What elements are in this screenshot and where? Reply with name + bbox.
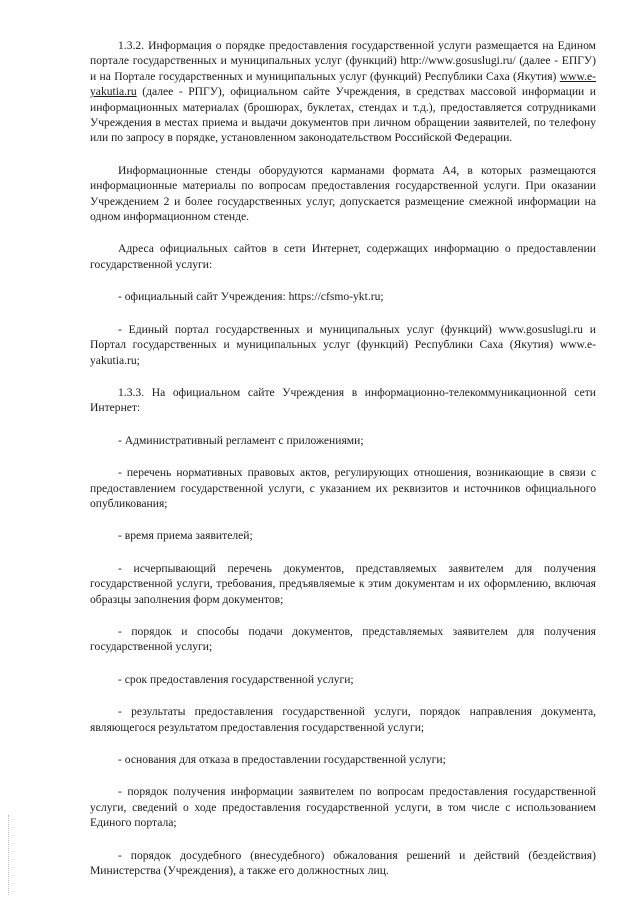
list-item-documents-list: - исчерпывающий перечень документов, представляемых заявителем для получения государственной услуги, требования, предъявляемые к этим документам и их оформлению, включая образцы заполнения форм документов; <box>90 561 596 606</box>
document-page <box>90 38 596 895</box>
list-item-appeal-procedure: - порядок досудебного (внесудебного) обжалования решений и действий (бездействия) Министерства (Учреждения), а также его должностных лиц. <box>90 848 596 878</box>
list-item-regulation: - Административный регламент с приложениями; <box>118 433 364 447</box>
e-yakutia-link[interactable]: www.e-yakutia.ru <box>90 69 596 99</box>
list-item-portals: - Единый портал государственных и муниципальных услуг (функций) www.gosuslugi.ru и Портал государственных и муниципальных услуг (функций) Республики Саха (Якутия) www.e-yakutia.ru; <box>90 322 596 367</box>
list-item-service-term: - срок предоставления государственной услуги; <box>118 672 354 686</box>
scan-artifact-mark <box>540 495 554 497</box>
list-item-legal-acts: - перечень нормативных правовых актов, регулирующих отношения, возникающие в связи с предоставлением государственной услуги, с указанием их реквизитов и источников официального опубликования; <box>90 466 596 510</box>
list-item-official-site: - официальный сайт Учреждения: https://cfsmo-ykt.ru; <box>118 290 384 304</box>
paragraph-1-3-3: 1.3.3. На официальном сайте Учреждения в информационно-телекоммуникационной сети Интернет: <box>90 385 596 415</box>
scan-artifact-dots <box>8 815 12 895</box>
list-item-refusal-grounds: - основания для отказа в предоставлении государственной услуги; <box>118 753 446 766</box>
paragraph-official-sites: Адреса официальных сайтов в сети Интернет, содержащих информацию о предоставлении государственной услуги: <box>90 242 596 271</box>
paragraph-1-3-2-text-b: (далее - РПГУ), официальном сайте Учреждения, в средствах массовой информации и информационных материалах (брошюрах, буклетах, стендах и т.д.), предоставляется сотрудниками Учреждения в местах приема и выдачи документов при личном обращении заявителей, по телефону или по запросу в порядке, установленном законодательством Российской Федерации. <box>90 85 596 145</box>
list-item-service-results: - результаты предоставления государственной услуги, порядок направления документа, являющегося результатом предоставления государственной услуги; <box>90 705 596 734</box>
list-item-info-procedure: - порядок получения информации заявителем по вопросам предоставления государственной услуги, сведений о ходе предоставления государственной услуги, в том числе с использованием Единого портала; <box>90 785 596 830</box>
paragraph-1-3-2-text-a: 1.3.2. Информация о порядке предоставления государственной услуги размещается на Едином портале государственных и муниципальных услуг (функций) http://www.gosuslugi.ru/ (далее - ЕПГУ) и на Портале государственных и муниципальных услуг (функций) Республики Саха (Якутия) <box>90 39 596 83</box>
paragraph-1-3-2 <box>90 38 596 146</box>
list-item-reception-time: - время приема заявителей; <box>118 529 253 543</box>
list-item-submission-methods: - порядок и способы подачи документов, представляемых заявителем для получения государственной услуги; <box>90 624 596 654</box>
paragraph-info-stands: Информационные стенды оборудуются карманами формата А4, в которых размещаются информационные материалы по вопросам предоставления государственной услуги. При оказании Учреждением 2 и более государственных услуг, допускается размещение смежной информации на одном информационном стенде. <box>90 163 596 224</box>
